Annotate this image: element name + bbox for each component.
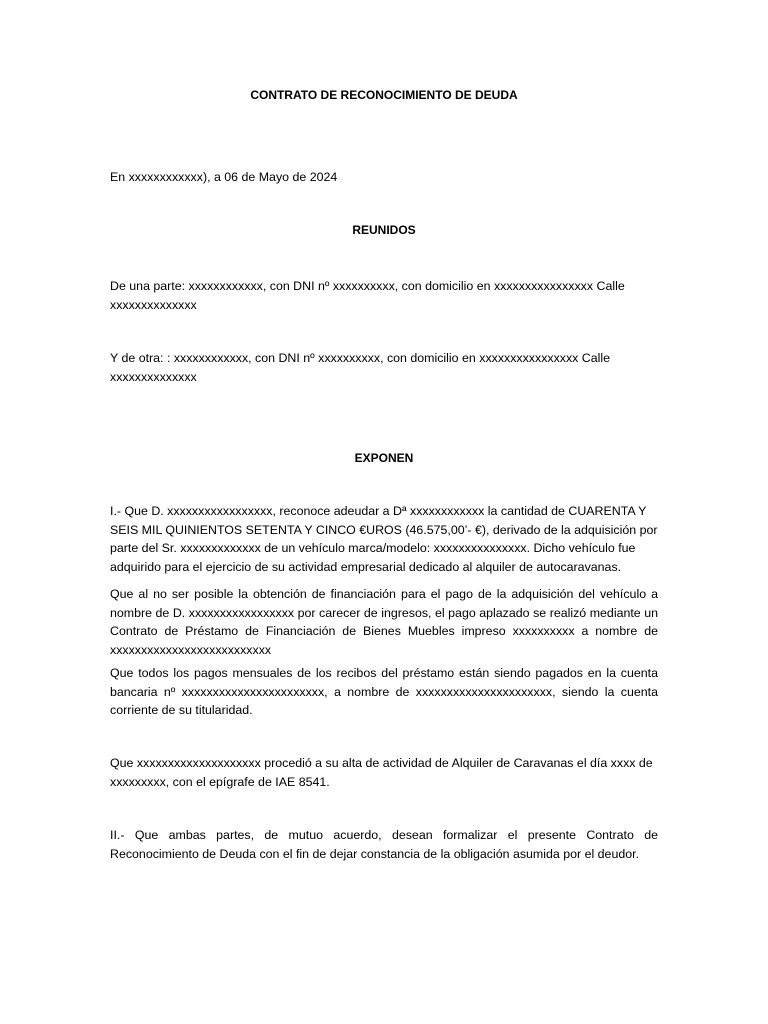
clause-four-paragraph: Que xxxxxxxxxxxxxxxxxxxx procedió a su alta de actividad de Alquiler de Caravanas el día xxxx de xxxxxxxxx, con el epígrafe de IAE 8541. — [110, 756, 653, 789]
clause-two-paragraph: Que al no ser posible la obtención de financiación para el pago de la adquisición del vehículo a nombre de D. xxxxxxxxxxxxxxxxx por carecer de ingresos, el pago aplazado se realizó mediante un Contrato de Préstamo de Financiación de Bienes Muebles impreso xxxxxxxxxx a nombre de xxxxxxxxxxxxxxxxxxxxxxxxxx — [110, 587, 658, 657]
party-two-paragraph: Y de otra: : xxxxxxxxxxxx, con DNI nº xxxxxxxxxx, con domicilio en xxxxxxxxxxxxxxxx Calle xxxxxxxxxxxxxx — [110, 351, 611, 384]
document-page — [110, 0, 658, 1024]
clause-three-paragraph: Que todos los pagos mensuales de los recibos del préstamo están siendo pagados en la cuenta bancaria nº xxxxxxxxxxxxxxxxxxxxxxx, a nombre de xxxxxxxxxxxxxxxxxxxxxx, siendo la cuenta corriente de su titularidad. — [110, 666, 658, 718]
section-heading-exponen: EXPONEN — [354, 451, 414, 465]
section-heading-reunidos: REUNIDOS — [352, 223, 416, 237]
clause-one-paragraph: I.- Que D. xxxxxxxxxxxxxxxxx, reconoce adeudar a Dª xxxxxxxxxxxx la cantidad de CUARENTA Y SEIS MIL QUINIENTOS SETENTA Y CINCO €UROS (46.575,00’- €), derivado de la adquisición por parte del Sr. xxxxxxxxxxxxx de un vehículo marca/modelo: xxxxxxxxxxxxxxx. Dicho vehículo fue adquirido para el ejercicio de su actividad empresarial dedicado al alquiler de autocaravanas. — [110, 504, 658, 574]
place-date: En xxxxxxxxxxxx), a 06 de Mayo de 2024 — [110, 170, 338, 184]
clause-five-paragraph: II.- Que ambas partes, de mutuo acuerdo, desean formalizar el presente Contrato de Reconocimiento de Deuda con el fin de dejar constancia de la obligación asumida por el deudor. — [110, 828, 658, 861]
party-one-paragraph: De una parte: xxxxxxxxxxxx, con DNI nº xxxxxxxxxx, con domicilio en xxxxxxxxxxxxxxxx Calle xxxxxxxxxxxxxx — [110, 279, 625, 312]
document-title: CONTRATO DE RECONOCIMIENTO DE DEUDA — [250, 88, 518, 102]
